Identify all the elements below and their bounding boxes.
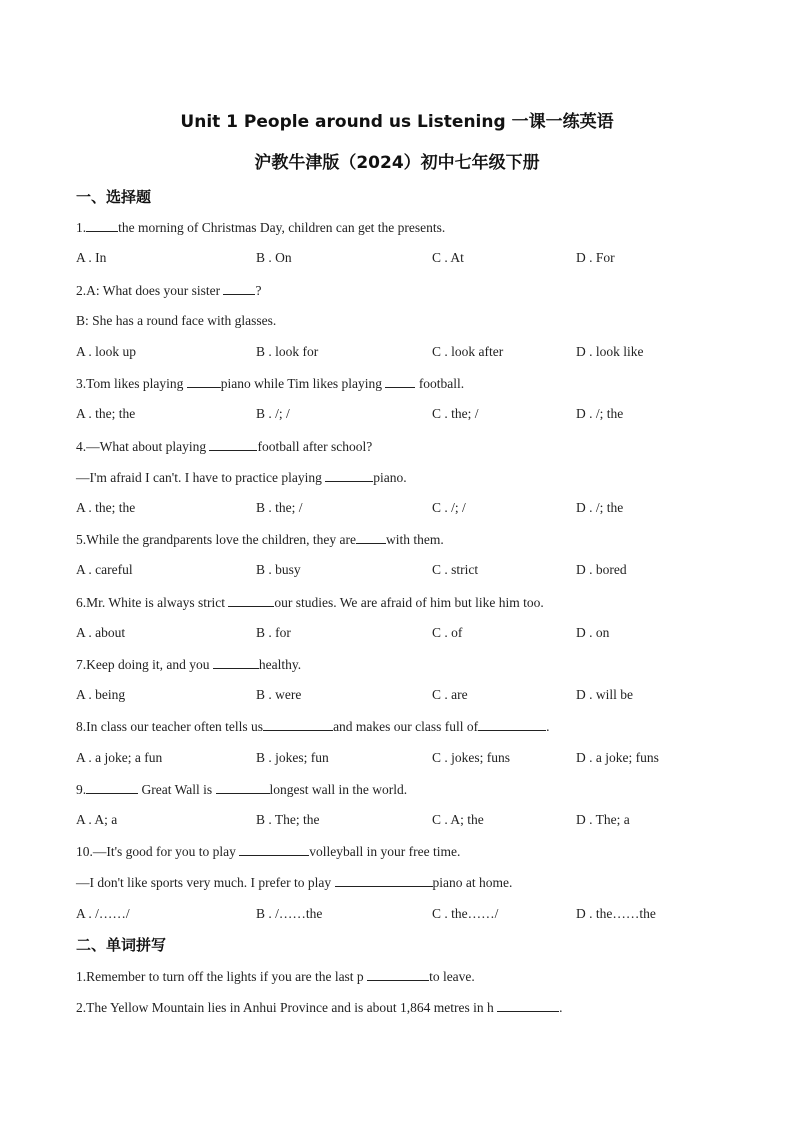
option-b: B . the; / [256, 500, 303, 515]
question-4: 4.—What about playing football after school? [76, 439, 373, 454]
answer-blank [497, 998, 559, 1012]
answer-blank [325, 468, 373, 482]
option-c: C . are [432, 687, 468, 702]
question-4-line-2: —I'm afraid I can't. I have to practice playing piano. [76, 470, 407, 485]
option-b: B . On [256, 250, 292, 265]
option-a: A . the; the [76, 406, 136, 421]
answer-blank [263, 717, 333, 731]
option-b: B . /……the [256, 906, 323, 921]
answer-blank [335, 873, 433, 887]
options-q4 [0, 499, 794, 517]
option-d: D . For [576, 250, 615, 265]
option-a: A . about [76, 625, 126, 640]
answer-blank [216, 780, 270, 794]
spelling-question-2: 2.The Yellow Mountain lies in Anhui Province and is about 1,864 metres in h . [76, 1000, 563, 1015]
option-d: D . look like [576, 344, 644, 359]
answer-blank [187, 374, 221, 388]
option-c: C . of [432, 625, 463, 640]
option-b: B . jokes; fun [256, 750, 329, 765]
option-a: A . A; a [76, 812, 118, 827]
question-1: 1. the morning of Christmas Day, children can get the presents. [76, 220, 446, 235]
question-7: 7.Keep doing it, and you healthy. [76, 657, 302, 672]
options-q6 [0, 624, 794, 642]
option-a: A . a joke; a fun [76, 750, 163, 765]
options-q8 [0, 749, 794, 767]
option-a: A . being [76, 687, 126, 702]
options-q9 [0, 811, 794, 829]
page-subtitle: 沪教牛津版（2024）初中七年级下册 [254, 153, 540, 173]
option-d: D . The; a [576, 812, 630, 827]
option-c: C . look after [432, 344, 504, 359]
answer-blank [385, 374, 415, 388]
option-b: B . The; the [256, 812, 320, 827]
spelling-question-1: 1.Remember to turn off the lights if you are the last p to leave. [76, 969, 475, 984]
option-c: C . A; the [432, 812, 484, 827]
answer-blank [223, 281, 255, 295]
options-q10 [0, 905, 794, 923]
question-2-line-2: B: She has a round face with glasses. [76, 313, 277, 328]
question-9: 9. Great Wall is longest wall in the world. [76, 782, 408, 797]
answer-blank [228, 593, 274, 607]
option-c: C . jokes; funs [432, 750, 511, 765]
answer-blank [356, 530, 386, 544]
option-b: B . /; / [256, 406, 290, 421]
options-q7 [0, 686, 794, 704]
option-b: B . were [256, 687, 302, 702]
section-heading-spelling: 二、单词拼写 [76, 936, 167, 954]
question-10: 10.—It's good for you to play volleyball in your free time. [76, 844, 461, 859]
section-heading-choice: 一、选择题 [76, 188, 152, 206]
option-d: D . /; the [576, 500, 624, 515]
option-a: A . the; the [76, 500, 136, 515]
option-b: B . look for [256, 344, 319, 359]
option-d: D . /; the [576, 406, 624, 421]
answer-blank [478, 717, 546, 731]
option-a: A . careful [76, 562, 133, 577]
options-q3 [0, 405, 794, 423]
answer-blank [209, 437, 257, 451]
answer-blank [86, 780, 138, 794]
option-d: D . the……the [576, 906, 656, 921]
option-b: B . for [256, 625, 291, 640]
question-6: 6.Mr. White is always strict our studies. We are afraid of him but like him too. [76, 595, 544, 610]
question-8: 8.In class our teacher often tells us and makes our class full of . [76, 719, 550, 734]
option-c: C . strict [432, 562, 479, 577]
page-title: Unit 1 People around us Listening 一课一练英语 [180, 112, 614, 132]
answer-blank [239, 842, 309, 856]
answer-blank [86, 218, 118, 232]
question-3: 3.Tom likes playing piano while Tim likes playing football. [76, 376, 465, 391]
option-d: D . on [576, 625, 610, 640]
option-c: C . the……/ [432, 906, 499, 921]
option-a: A . look up [76, 344, 137, 359]
option-d: D . bored [576, 562, 627, 577]
question-10-line-2: —I don't like sports very much. I prefer to play piano at home. [76, 875, 513, 890]
options-q5 [0, 561, 794, 579]
question-5: 5.While the grandparents love the children, they are with them. [76, 532, 444, 547]
options-q1 [0, 249, 794, 267]
option-c: C . /; / [432, 500, 466, 515]
option-d: D . a joke; funs [576, 750, 659, 765]
question-2: 2.A: What does your sister ? [76, 283, 262, 298]
option-c: C . At [432, 250, 464, 265]
option-d: D . will be [576, 687, 633, 702]
answer-blank [213, 655, 259, 669]
option-a: A . /……/ [76, 906, 130, 921]
option-c: C . the; / [432, 406, 479, 421]
option-b: B . busy [256, 562, 301, 577]
options-q2 [0, 343, 794, 361]
option-a: A . In [76, 250, 107, 265]
answer-blank [367, 967, 429, 981]
